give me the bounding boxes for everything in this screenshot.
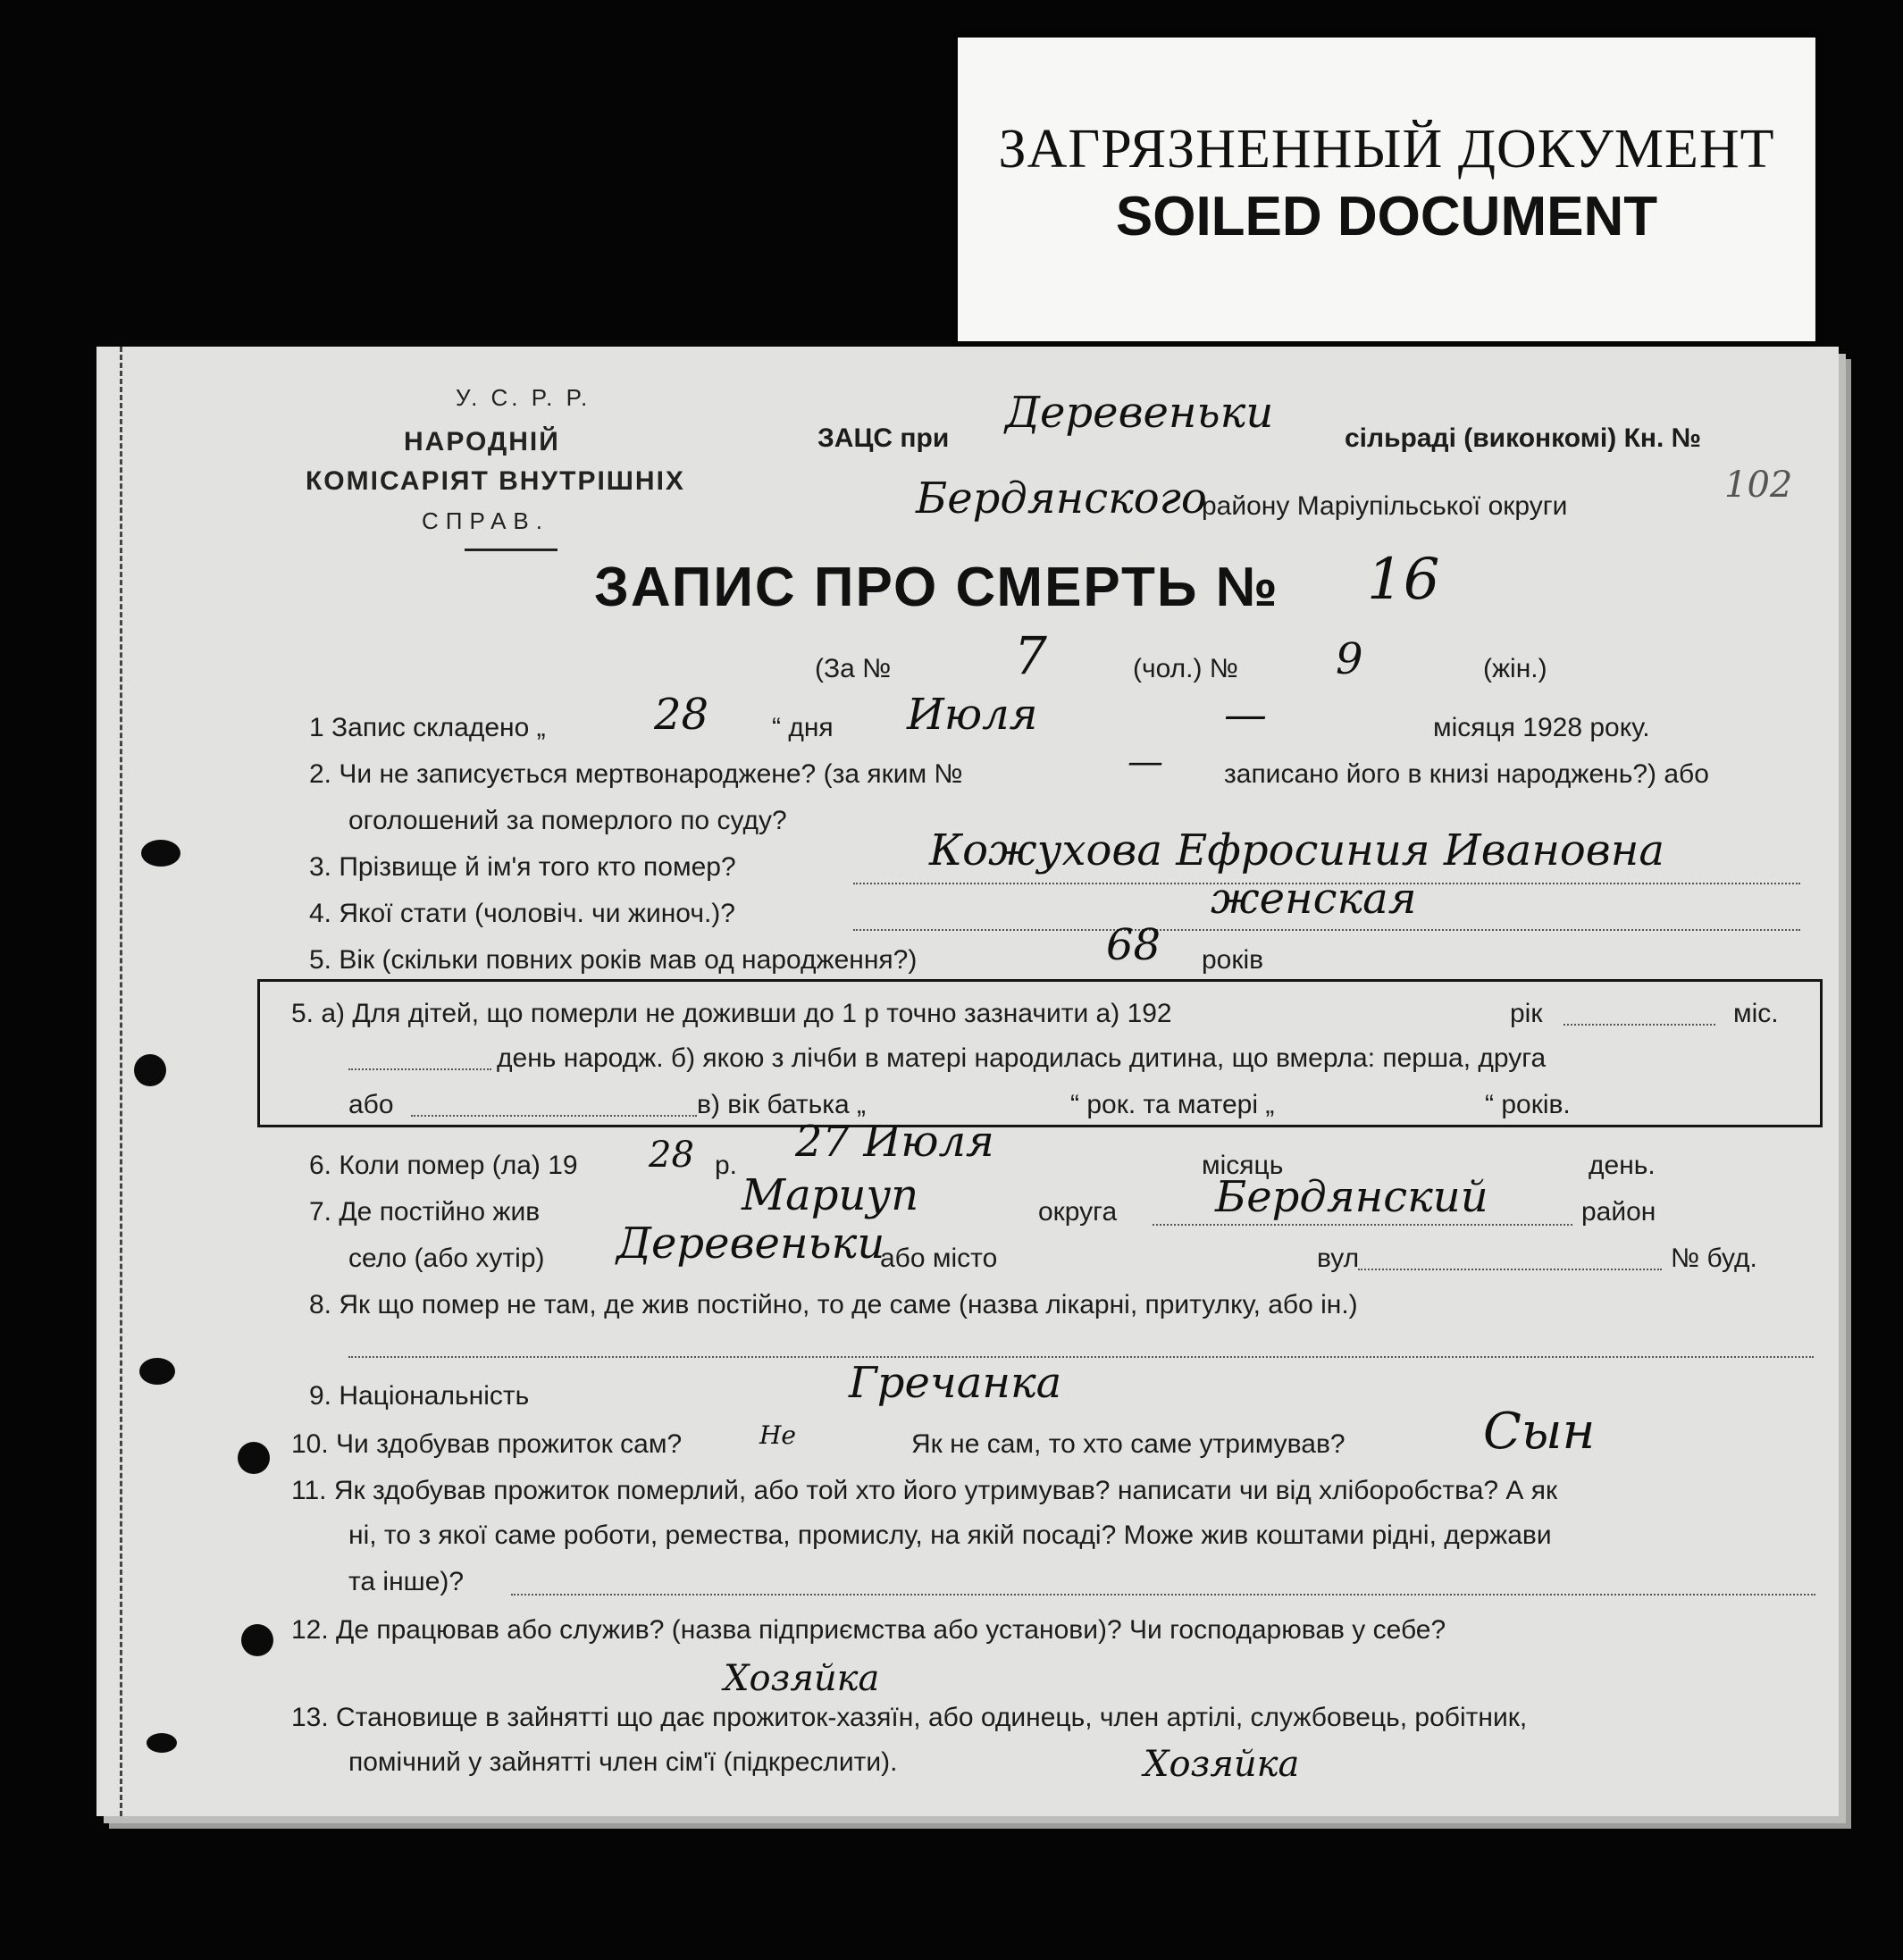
row9-label: 9. Національність [309, 1381, 530, 1411]
row12-label: 12. Де працював або служив? (назва підприємства або установи)? Чи господарював у себе? [291, 1615, 1446, 1645]
row13-label-b: помічний у зайнятті член сім'ї (підкреслити). [348, 1747, 898, 1777]
row5-years-label: років [1202, 945, 1264, 975]
row3-label: 3. Прізвище й ім'я того кто помер? [309, 852, 736, 882]
row6-label: 6. Коли помер (ла) 19 [309, 1151, 578, 1180]
row1-label: 1 Запис складено „ [309, 713, 546, 742]
soiled-document-label [958, 38, 1815, 341]
row7-rayon-label: район [1581, 1197, 1656, 1227]
binding-hole [134, 1054, 166, 1086]
row6-year-label: р. [715, 1151, 738, 1180]
header-ussr: У. С. Р. Р. [456, 384, 591, 411]
row2-label-b: записано його в книзі народжень?) або [1224, 759, 1709, 789]
row13-label: 13. Становище в зайнятті що дає прожиток-хазяїн, або одинець, член артілі, службовець, робітник, [291, 1703, 1528, 1732]
self-support-handwritten: Не [759, 1420, 796, 1450]
box-mother-label: “ рок. та матері „ [1070, 1090, 1275, 1119]
zhin-label: (жін.) [1483, 654, 1547, 683]
row6-day-label: день. [1589, 1151, 1656, 1180]
stillborn-dash-handwritten: — [1128, 741, 1163, 783]
header-rule [465, 549, 557, 551]
supporter-handwritten: Сын [1483, 1403, 1596, 1461]
position-handwritten: Хозяйка [1144, 1744, 1300, 1785]
perforation-line [120, 347, 122, 1816]
dash-handwritten: — [1224, 690, 1267, 740]
row11-label: 11. Як здобував прожиток померлий, або той хто його утримував? написати чи від хліборобства? А як [291, 1476, 1558, 1505]
header-line3: СПРАВ. [422, 507, 549, 534]
binding-tear [139, 1358, 175, 1385]
rayon7-handwritten: Бердянский [1215, 1172, 1488, 1222]
binding-hole [238, 1442, 270, 1474]
row8-dotted-line [348, 1356, 1814, 1358]
row8-label: 8. Як що помер не там, де жив постійно, то де саме (назва лікарні, притулку, або ін.) [309, 1290, 1358, 1319]
za-label: (За № [815, 654, 892, 683]
rayon-handwritten: Бердянского [916, 473, 1207, 524]
zags-suffix: сільраді (виконкомі) Кн. № [1345, 423, 1702, 453]
row5-label: 5. Вік (скільки повних років мав од народження?) [309, 945, 918, 975]
chol-label: (чол.) № [1133, 654, 1238, 683]
row7-selo-label: село (або хутір) [348, 1244, 545, 1273]
za-number-handwritten: 7 [1014, 625, 1047, 686]
age-handwritten: 68 [1106, 920, 1161, 970]
box-day-dots [348, 1068, 491, 1070]
row7-okruga-dots [1153, 1224, 1572, 1226]
box-or-label: або [348, 1090, 394, 1119]
death-date-handwritten: 27 Июля [795, 1117, 994, 1167]
label-russian: ЗАГРЯЗНЕННЫЙ ДОКУМЕНТ [998, 119, 1775, 180]
row7-house-label: № буд. [1671, 1244, 1757, 1273]
box-year-label: рік [1510, 999, 1543, 1028]
page-title: ЗАПИС ПРО СМЕРТЬ № [594, 557, 1279, 618]
row11-dotted-line [511, 1594, 1815, 1596]
row10-support-label: Як не сам, то хто саме утримував? [911, 1429, 1346, 1459]
box-years-label: “ років. [1485, 1090, 1571, 1119]
row7-city-label: або місто [880, 1244, 998, 1273]
binding-tear [147, 1733, 177, 1753]
header-line1: НАРОДНІЙ [404, 427, 560, 456]
occupation-handwritten: Хозяйка [724, 1658, 880, 1699]
row6-month-label: місяць [1202, 1151, 1284, 1180]
sex-handwritten: женская [1211, 874, 1417, 924]
day-handwritten: 28 [654, 690, 709, 740]
selo-handwritten: Деревеньки [616, 1219, 885, 1269]
nationality-handwritten: Гречанка [849, 1358, 1062, 1408]
row10-label: 10. Чи здобував прожиток сам? [291, 1429, 683, 1459]
row2-label: 2. Чи не записується мертвонароджене? (за яким № [309, 759, 963, 789]
row7-street-dots [1358, 1269, 1662, 1270]
box-line2: день народж. б) якою з лічби в матері народилась дитина, що вмерла: перша, друга [497, 1043, 1547, 1073]
okruga-handwritten: Мариуп [742, 1170, 919, 1220]
row2-label-c: оголошений за померлого по суду? [348, 806, 787, 835]
binding-hole [241, 1624, 273, 1656]
year-digits-handwritten: 28 [649, 1135, 694, 1176]
name-handwritten: Кожуховa Ефросиния Ивановна [929, 825, 1664, 875]
record-number-handwritten: 16 [1367, 547, 1440, 613]
row4-label: 4. Якої стати (чоловіч. чи жиноч.)? [309, 899, 735, 928]
label-english: SOILED DOCUMENT [1115, 186, 1658, 247]
binding-tear [141, 840, 180, 867]
row1-month-label: місяця 1928 року. [1433, 713, 1650, 742]
village-handwritten: Деревеньки [1005, 388, 1274, 438]
box-line1: 5. а) Для дітей, що померли не доживши до 1 р точно зазначити а) 192 [291, 999, 1172, 1028]
zags-prefix: ЗАЦС при [817, 423, 950, 453]
book-number-handwritten: 102 [1724, 465, 1793, 506]
row4-dotted-line [853, 929, 1800, 931]
row7-label: 7. Де постійно жив [309, 1197, 541, 1227]
box-or-dots [411, 1115, 697, 1117]
row7-okruga-label: округа [1038, 1197, 1118, 1227]
row1-day-label: “ дня [772, 713, 834, 742]
box-year-dots [1563, 1024, 1715, 1026]
box-father-label: в) вік батька „ [697, 1090, 867, 1119]
box-month-label: міс. [1733, 999, 1779, 1028]
chol-number-handwritten: 9 [1336, 634, 1363, 684]
month-handwritten: Июля [907, 690, 1038, 740]
row11-label-b: ні, то з якої саме роботи, ремества, промислу, на якій посаді? Може жив коштами рідні, держави [348, 1520, 1552, 1550]
header-line2: КОМІСАРІЯТ ВНУТРІШНІХ [306, 466, 685, 496]
row11-label-c: та інше)? [348, 1567, 465, 1596]
rayon-suffix: району Маріупільської округи [1202, 491, 1568, 521]
row7-street-label: вул [1317, 1244, 1360, 1273]
